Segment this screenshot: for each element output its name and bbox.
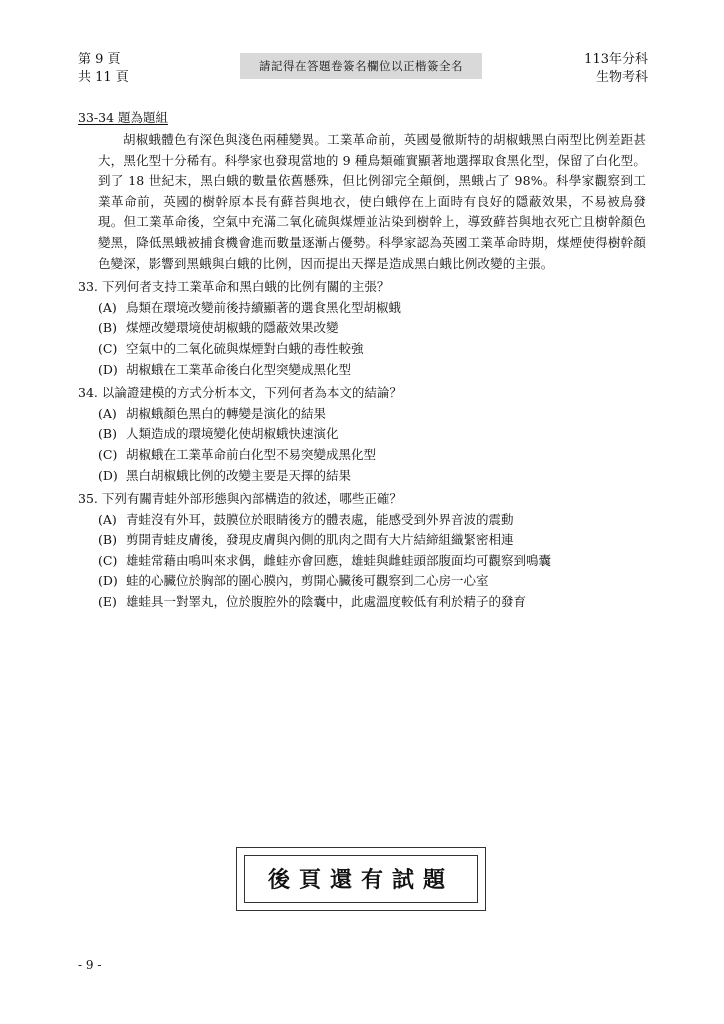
more-questions-notice: 後頁還有試題 xyxy=(244,855,478,903)
option-b: (B) 人類造成的環境變化使胡椒蛾快速演化 xyxy=(98,426,339,442)
option-b: (B) 煤煙改變環境使胡椒蛾的隱蔽效果改變 xyxy=(98,320,339,336)
option-d: (D) 胡椒蛾在工業革命後白化型突變成黑化型 xyxy=(98,361,352,377)
option-a: (A) 鳥類在環境改變前後持續顯著的選食黑化型胡椒蛾 xyxy=(98,299,402,315)
option-c: (C) 胡椒蛾在工業革命前白化型不易突變成黑化型 xyxy=(98,446,377,462)
question-stem: 33. 下列何者支持工業革命和黑白蛾的比例有關的主張？ xyxy=(78,279,390,295)
exam-content xyxy=(78,108,646,613)
question-stem: 34. 以論證建模的方式分析本文，下列何者為本文的結論？ xyxy=(78,385,402,401)
question-group-title: 33-34 題為題組 xyxy=(78,110,169,125)
question-33 xyxy=(78,277,646,380)
more-questions-notice-box xyxy=(236,847,486,911)
reading-passage: 胡椒蛾體色有深色與淺色兩種變異。工業革命前，英國曼徹斯特的胡椒蛾黑白兩型比例差距甚大，黑化型十分稀有。科學家也發現當地的 9 種鳥類確實顯著地選擇取食黑化型，保留了白化型。到了 18 世紀末，黑白蛾的數量依舊懸殊，但比例卻完全顛倒，黑蛾占了 98%。科學家觀察到工業革命前，英國的樹幹原本長有蘚苔與地衣，使白蛾停在上面時有良好的隱蔽效果，不易被鳥發現。但工業革命後，空氣中充滿二氧化硫與煤煙並沾染到樹幹上，導致蘚苔與地衣死亡且樹幹顏色變黑，降低黑蛾被捕食機會進而數量逐漸占優勢。科學家認為英國工業革命時期，煤煙使得樹幹顏色變深，影響到黑蛾與白蛾的比例，因而提出天擇是造成黑白蛾比例改變的主張。 xyxy=(98,132,646,271)
exam-year: 113年分科 xyxy=(584,52,648,67)
option-a: (A) 青蛙沒有外耳，鼓膜位於眼睛後方的體表處，能感受到外界音波的震動 xyxy=(98,511,514,527)
option-a: (A) 胡椒蛾顏色黑白的轉變是演化的結果 xyxy=(98,405,327,421)
option-d: (D) 蛙的心臟位於胸部的圍心膜內，剪開心臟後可觀察到二心房一心室 xyxy=(98,573,489,589)
question-34 xyxy=(78,383,646,486)
option-d: (D) 黑白胡椒蛾比例的改變主要是天擇的結果 xyxy=(98,467,352,483)
signature-notice: 請記得在答題卷簽名欄位以正楷簽全名 xyxy=(240,53,482,79)
page-number: 第 9 頁 xyxy=(78,52,121,67)
option-c: (C) 雄蛙常藉由鳴叫來求偶，雌蛙亦會回應，雄蛙與雌蛙頭部腹面均可觀察到鳴囊 xyxy=(98,552,552,568)
question-35 xyxy=(78,489,646,613)
option-c: (C) 空氣中的二氧化硫與煤煙對白蛾的毒性較強 xyxy=(98,340,364,356)
subject-header xyxy=(584,51,648,87)
total-pages: 共 11 頁 xyxy=(78,70,129,85)
option-b: (B) 剪開青蛙皮膚後，發現皮膚與內側的肌肉之間有大片結締組織緊密相連 xyxy=(98,532,514,548)
page-footer: - 9 - xyxy=(78,958,102,972)
question-stem: 35. 下列有關青蛙外部形態與內部構造的敘述，哪些正確？ xyxy=(78,491,402,507)
page-number-header xyxy=(78,51,129,87)
option-e: (E) 雄蛙具一對睪丸，位於腹腔外的陰囊中，此處溫度較低有利於精子的發育 xyxy=(98,594,527,610)
subject-name: 生物考科 xyxy=(595,70,648,85)
